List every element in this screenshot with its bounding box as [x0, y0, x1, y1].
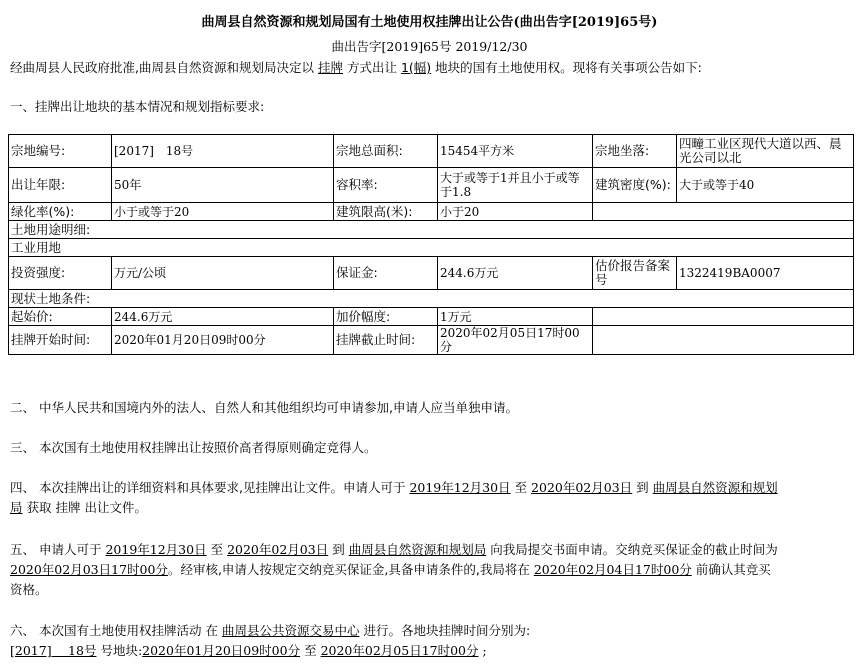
term-label: 出让年限: [9, 168, 112, 203]
to-text: 到 [332, 542, 345, 557]
to-text: 至 [514, 480, 528, 495]
empty-cell [593, 203, 854, 221]
parcel-info-table [8, 134, 854, 355]
section-5-text-4: 前确认其竞买 [695, 562, 771, 577]
intro-text-2: 方式出让 [346, 60, 397, 75]
org-name: 曲周县自然资源和规划 [652, 480, 778, 495]
section-6-text-2: 进行。各地块挂牌时间分别为: [363, 623, 531, 638]
parcel-ref: [2017] 18号 [10, 643, 97, 658]
section-5-text-2: 向我局提交书面申请。交纳竞买保证金的截止时间为 [490, 542, 778, 557]
area-label: 宗地总面积: [334, 135, 438, 168]
start-price-value: 244.6万元 [112, 308, 334, 326]
section-1-heading: 一、挂牌出让地块的基本情况和规划指标要求: [10, 99, 265, 114]
schedule-to: 2020年02月05日17时00分 [320, 643, 479, 658]
line-end: ; [482, 643, 487, 658]
land-use-value: 工业用地 [9, 239, 854, 257]
term-value: 50年 [112, 168, 334, 203]
parcel-suffix: 号地块: [100, 643, 143, 658]
height-label: 建筑限高(米): [334, 203, 438, 221]
apply-date-from: 2019年12月30日 [105, 542, 207, 557]
empty-cell [593, 326, 854, 355]
section-5-line-1 [10, 540, 778, 558]
green-label: 绿化率(%): [9, 203, 112, 221]
section-5-text-3: 。经审核,申请人按规定交纳竞买保证金,具备申请条件的,我局将在 [167, 562, 530, 577]
far-label: 容积率: [334, 168, 438, 203]
section-5-text: 五、 申请人可于 [10, 542, 102, 557]
org-name: 曲周县自然资源和规划局 [348, 542, 487, 557]
intro-paragraph [10, 58, 702, 76]
density-value: 大于或等于40 [677, 168, 854, 203]
section-6-text: 六、 本次国有土地使用权挂牌活动 在 [10, 623, 218, 638]
section-4-line-1 [10, 478, 778, 496]
parcel-no-value: [2017] 18号 [112, 135, 334, 168]
area-value: 15454平方米 [438, 135, 593, 168]
section-3: 三、 本次国有土地使用权挂牌出让按照价高者得原则确定竞得人。 [10, 440, 377, 455]
start-price-label: 起始价: [9, 308, 112, 326]
to-text: 至 [210, 542, 224, 557]
section-4-line-2 [10, 498, 147, 516]
land-condition-label: 现状土地条件: [9, 290, 854, 308]
listing-end-label: 挂牌截止时间: [334, 326, 438, 355]
section-2: 二、 中华人民共和国境内外的法人、自然人和其他组织均可申请参加,申请人应当单独申请。 [10, 400, 518, 415]
density-label: 建筑密度(%): [593, 168, 677, 203]
location-label: 宗地坐落: [593, 135, 677, 168]
investment-value: 万元/公顷 [112, 257, 334, 290]
section-6-line-1 [10, 621, 530, 639]
appraisal-label: 估价报告备案号 [593, 257, 677, 290]
increment-value: 1万元 [438, 308, 593, 326]
parcel-count: 1(幅) [400, 60, 432, 75]
appraisal-value: 1322419BA0007 [677, 257, 854, 290]
doc-date-from: 2019年12月30日 [409, 480, 511, 495]
section-5-line-3: 资格。 [10, 582, 48, 597]
section-4-text-2: 获取 挂牌 出让文件。 [26, 500, 147, 515]
listing-start-value: 2020年01月20日09时00分 [112, 326, 334, 355]
document-number: 曲出告字[2019]65号 2019/12/30 [331, 39, 528, 54]
parcel-no-label: 宗地编号: [9, 135, 112, 168]
land-use-label: 土地用途明细: [9, 221, 854, 239]
empty-cell [593, 308, 854, 326]
deposit-deadline: 2020年02月03日17时00分 [10, 562, 168, 577]
listing-end-value: 2020年02月05日17时00分 [438, 326, 593, 355]
to-text: 至 [304, 643, 317, 658]
apply-date-to: 2020年02月03日 [227, 542, 329, 557]
intro-text-1: 经曲周县人民政府批准,曲周县自然资源和规划局决定以 [10, 60, 314, 75]
deposit-value: 244.6万元 [438, 257, 593, 290]
section-4-text: 四、 本次挂牌出让的详细资料和具体要求,见挂牌出让文件。申请人可于 [10, 480, 406, 495]
venue-name: 曲周县公共资源交易中心 [221, 623, 360, 638]
intro-text-3: 地块的国有土地使用权。现将有关事项公告如下: [435, 60, 702, 75]
schedule-from: 2020年01月20日09时00分 [142, 643, 301, 658]
listing-start-label: 挂牌开始时间: [9, 326, 112, 355]
investment-label: 投资强度: [9, 257, 112, 290]
org-name-end: 局 [10, 500, 23, 515]
page-title: 曲周县自然资源和规划局国有土地使用权挂牌出让公告(曲出告字[2019]65号) [201, 15, 658, 30]
to-text: 到 [636, 480, 649, 495]
section-6-line-2 [10, 641, 487, 659]
section-5-line-2 [10, 560, 771, 578]
location-value: 四疃工业区现代大道以西、晨光公司以北 [677, 135, 854, 168]
increment-label: 加价幅度: [334, 308, 438, 326]
height-value: 小于20 [438, 203, 593, 221]
confirm-deadline: 2020年02月04日17时00分 [533, 562, 692, 577]
green-value: 小于或等于20 [112, 203, 334, 221]
transfer-method: 挂牌 [317, 60, 343, 75]
deposit-label: 保证金: [334, 257, 438, 290]
doc-date-to: 2020年02月03日 [531, 480, 633, 495]
far-value: 大于或等于1并且小于或等于1.8 [438, 168, 593, 203]
